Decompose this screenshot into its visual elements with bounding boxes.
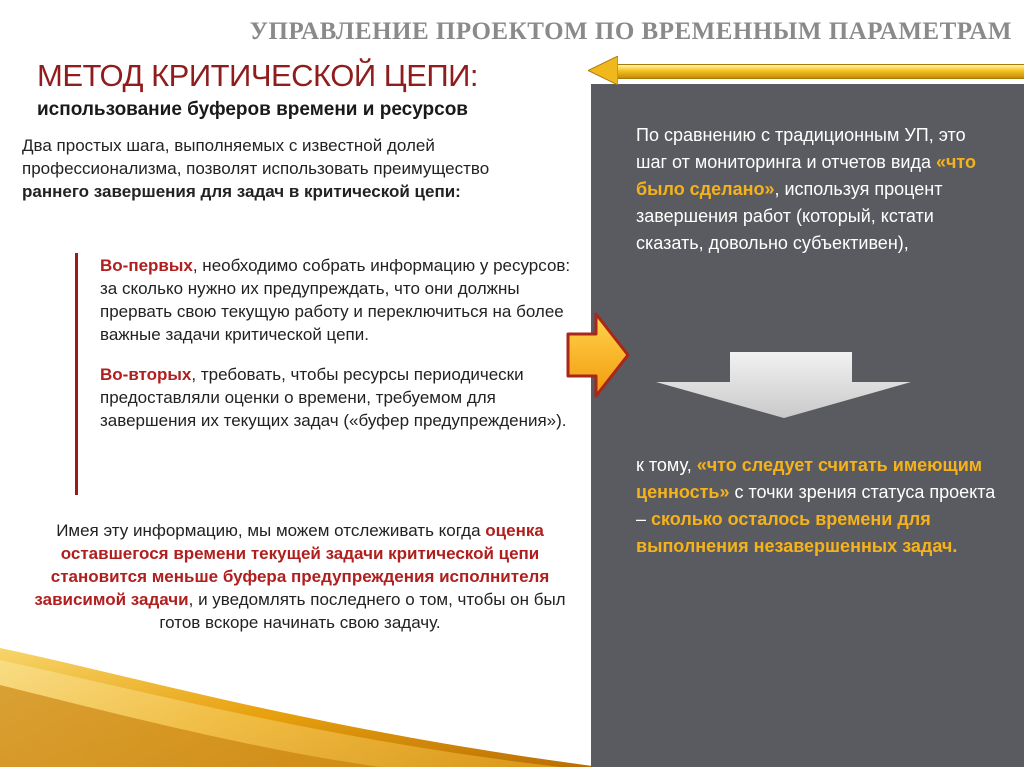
arrow-down-icon: [656, 352, 911, 418]
conclusion-highlight: оценка оставшегося времени текущей задачи критической цепи становится меньше буфера предупреждения исполнителя зависимой задачи: [34, 521, 550, 609]
gold-bar: [610, 64, 1024, 79]
intro-paragraph: [22, 134, 542, 203]
point-text: , требовать, чтобы ресурсы периодически предоставляли оценки о времени, требуемом для завершения их текущих задач («буфер предупреждения»).: [100, 365, 567, 430]
page-title: УПРАВЛЕНИЕ ПРОЕКТОМ ПО ВРЕМЕННЫМ ПАРАМЕТРАМ: [249, 18, 1012, 45]
intro-text: Два простых шага, выполняемых с известной долей профессионализма, позволят использовать преимущество: [22, 136, 490, 178]
right-highlight: «что было сделано»: [636, 152, 976, 199]
decorative-swoosh: [0, 640, 600, 767]
accent-divider: [75, 253, 78, 495]
conclusion-text-before: Имея эту информацию, мы можем отслеживать когда: [56, 521, 486, 540]
method-subtitle: использование буферов времени и ресурсов: [37, 99, 468, 120]
points-list: [100, 254, 578, 432]
right-text-before: к тому,: [636, 455, 697, 475]
right-highlight-value: «что следует считать имеющим ценность»: [636, 455, 983, 502]
right-block-value: [636, 452, 996, 560]
conclusion-paragraph: [18, 519, 582, 634]
right-block-comparison: [636, 122, 996, 257]
arrow-right-icon: [566, 312, 630, 398]
right-text-after: , используя процент завершения работ (который, кстати сказать, довольно субъективен),: [636, 179, 943, 253]
point-second: [100, 363, 578, 432]
right-highlight-time: сколько осталось времени для выполнения незавершенных задач.: [636, 509, 958, 556]
right-text-before: По сравнению с традиционным УП, это шаг от мониторинга и отчетов вида: [636, 125, 966, 172]
arrow-left-icon: [588, 56, 618, 85]
right-text-middle: с точки зрения статуса проекта –: [636, 482, 996, 529]
conclusion-text-after: , и уведомлять последнего о том, чтобы он был готов вскоре начинать свою задачу.: [159, 590, 566, 632]
point-lead: Во-первых: [100, 256, 193, 275]
method-title: МЕТОД КРИТИЧЕСКОЙ ЦЕПИ:: [37, 58, 479, 93]
point-first: [100, 254, 578, 346]
intro-bold: раннего завершения для задач в критической цепи:: [22, 182, 461, 201]
point-lead: Во-вторых: [100, 365, 192, 384]
point-text: , необходимо собрать информацию у ресурсов: за сколько нужно их предупреждать, что они должны прервать свою текущую работу и переключиться на более важные задачи критической цепи.: [100, 256, 571, 344]
